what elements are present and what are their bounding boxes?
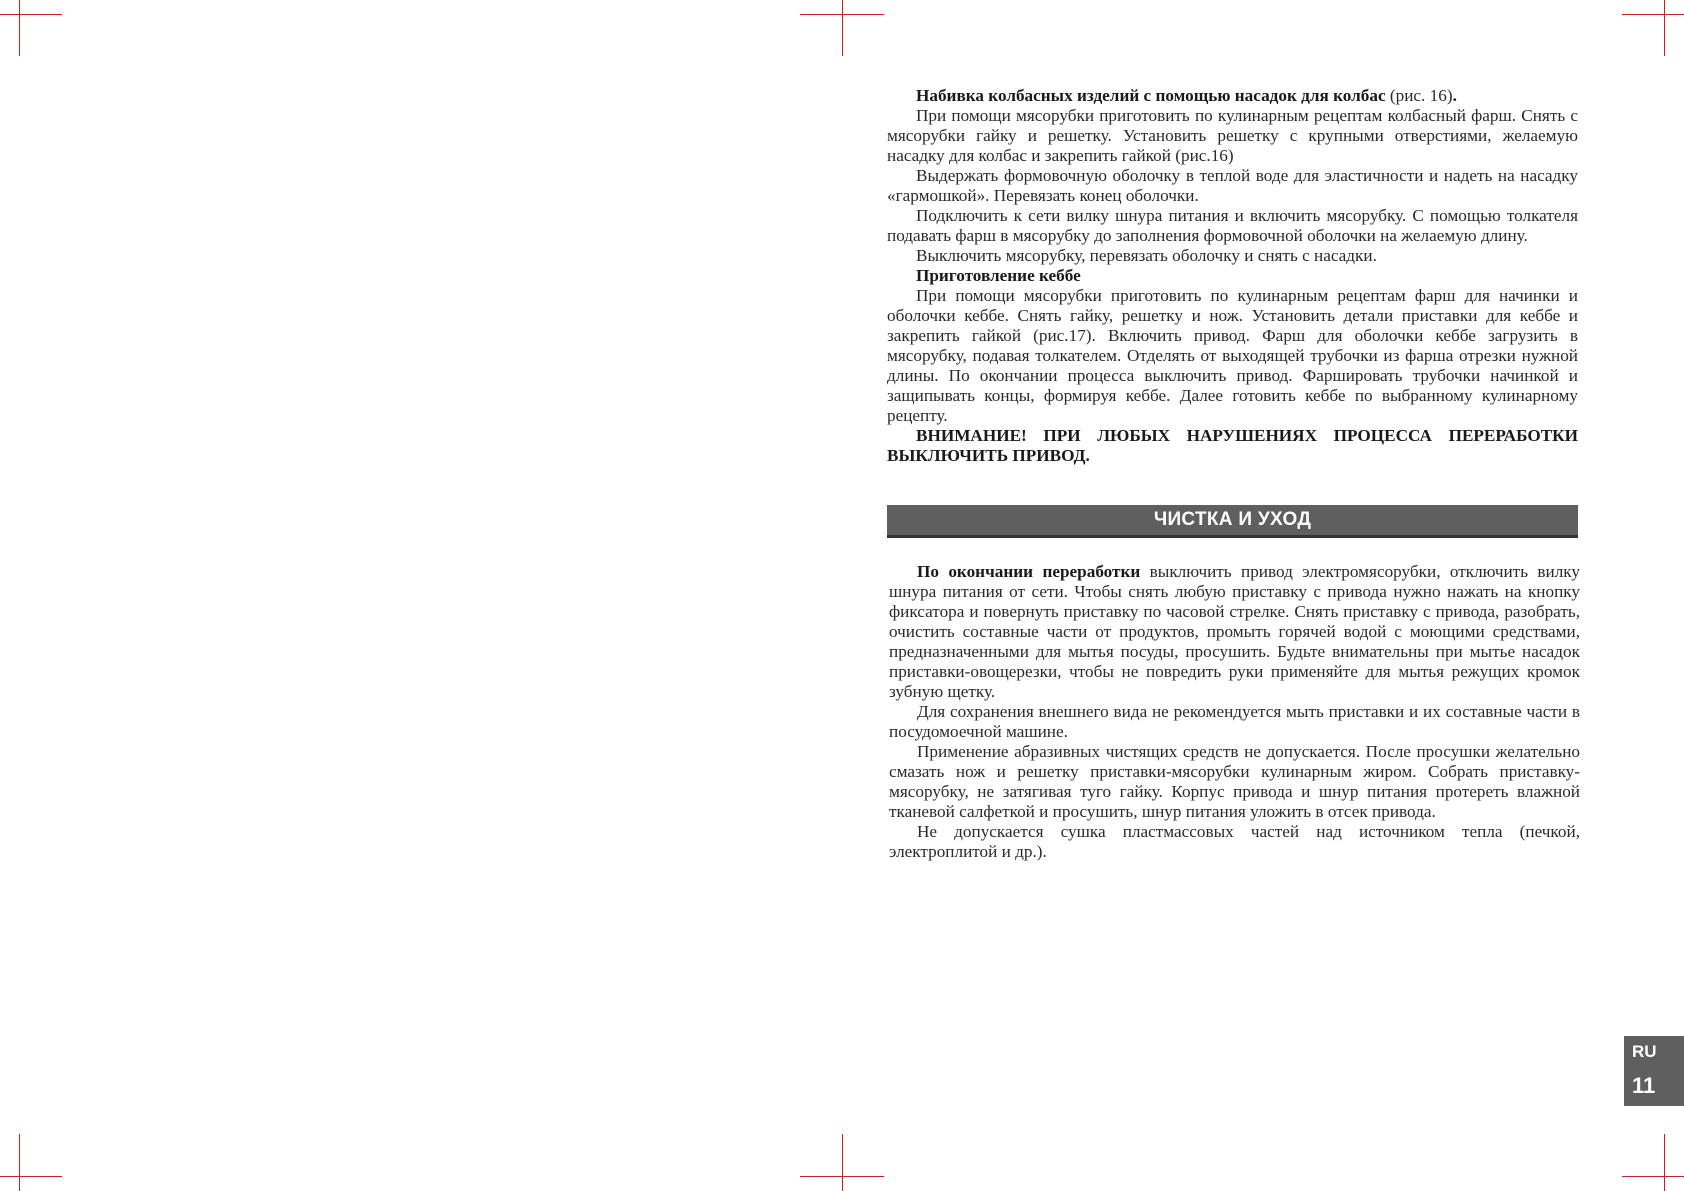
kebbe-heading: Приготовление кеббе: [916, 266, 1081, 285]
care-paragraph-2: Для сохранения внешнего вида не рекомендуется мыть приставки и их составные части в посудомоечной машине.: [889, 702, 1580, 741]
warning-text: ВНИМАНИЕ! ПРИ ЛЮБЫХ НАРУШЕНИЯХ ПРОЦЕССА ПЕРЕРАБОТКИ ВЫКЛЮЧИТЬ ПРИВОД.: [887, 426, 1578, 465]
crop-mark-bottom-right-v: [1664, 1134, 1665, 1191]
crop-mark-bottom-left-h: [0, 1176, 62, 1177]
sausage-heading: Набивка колбасных изделий с помощью насадок для колбас (рис. 16).: [916, 86, 1457, 105]
crop-mark-top-left-v: [19, 0, 20, 56]
crop-mark-bottom-center-v: [842, 1134, 843, 1191]
section-title: ЧИСТКА И УХОД: [1153, 509, 1312, 530]
crop-mark-top-right-v: [1664, 0, 1665, 56]
crop-mark-bottom-left-v: [19, 1134, 20, 1191]
sausage-paragraph-3: Подключить к сети вилку шнура питания и включить мясорубку. С помощью толкателя подавать фарш в мясорубку до заполнения формовочной оболочки на желаемую длину.: [887, 206, 1578, 245]
crop-mark-top-right-h: [1622, 14, 1684, 15]
sausage-paragraph-2: Выдержать формовочную оболочку в теплой воде для эластичности и надеть на насадку «гармошкой». Перевязать конец оболочки.: [887, 166, 1578, 205]
crop-mark-bottom-right-h: [1622, 1176, 1684, 1177]
care-column: [889, 562, 1580, 862]
language-label: RU: [1632, 1042, 1657, 1061]
crop-mark-top-left-h: [0, 14, 62, 15]
page-tab: [1624, 1036, 1684, 1106]
crop-mark-top-center-v: [842, 0, 843, 56]
care-paragraph-3: Применение абразивных чистящих средств не допускается. После просушки желательно смазать нож и решетку приставки-мясорубки кулинарным жиром. Собрать приставку-мясорубку, не затягивая туго гайку. Корпус привода и шнур питания протереть влажной тканевой салфеткой и просушить, шнур питания уложить в отсек привода.: [889, 742, 1580, 821]
kebbe-paragraph-1: При помощи мясорубки приготовить по кулинарным рецептам фарш для начинки и оболочки кеббе. Снять гайку, решетку и нож. Установить детали приставки для кеббе и закрепить гайкой (рис.17). Включить привод. Фарш для оболочки кеббе загрузить в мясорубку, подавая толкателем. Отделять от выходящей трубочки из фарша отрезки нужной длины. По окончании процесса выключить привод. Фаршировать трубочки начинкой и защипывать концы, формируя кеббе. Далее готовить кеббе по выбранному кулинарному рецепту.: [887, 286, 1578, 425]
instructions-column: [887, 86, 1578, 466]
page-number: 11: [1632, 1073, 1656, 1098]
sausage-paragraph-4: Выключить мясорубку, перевязать оболочку и снять с насадки.: [916, 246, 1377, 265]
care-paragraph-4: Не допускается сушка пластмассовых частей над источником тепла (печкой, электроплитой и др.).: [889, 822, 1580, 861]
sausage-paragraph-1: При помощи мясорубки приготовить по кулинарным рецептам колбасный фарш. Снять с мясорубки гайку и решетку. Установить решетку с крупными отверстиями, желаемую насадку для колбас и закрепить гайкой (рис.16): [887, 106, 1578, 165]
care-paragraph-1: По окончании переработки выключить привод электромясорубки, отключить вилку шнура питания от сети. Чтобы снять любую приставку с привода нужно нажать на кнопку фиксатора и повернуть приставку по часовой стрелке. Снять приставку с привода, разобрать, очистить составные части от продуктов, промыть горячей водой с моющими средствами, предназначенными для мытья посуды, просушить. Будьте внимательны при мытье насадок приставки-овощерезки, чтобы не повредить руки применяйте для мытья режущих кромок зубную щетку.: [889, 562, 1580, 701]
section-header-cleaning: [887, 505, 1578, 538]
